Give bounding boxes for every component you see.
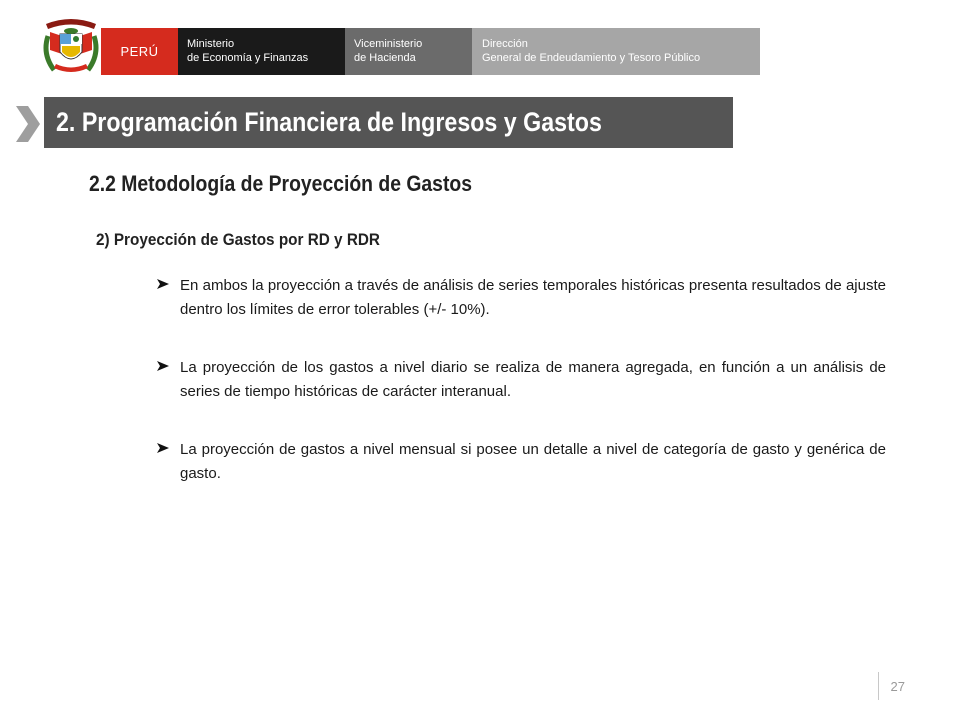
bullet-text: La proyección de los gastos a nivel diario se realiza de manera agregada, en función a un análisis de series de tiempo históricas de carácter interanual.	[180, 359, 886, 400]
header-ministry-line1: Ministerio	[187, 38, 235, 50]
header-direction-line1: Dirección	[482, 38, 528, 50]
peru-coat-of-arms-logo	[40, 14, 102, 78]
section-title-band	[44, 97, 733, 148]
header-direction	[472, 28, 760, 75]
bullet-item	[154, 274, 886, 322]
subsection-title: 2.2 Metodología de Proyección de Gastos	[89, 171, 473, 196]
arrow-bullet-icon	[156, 278, 170, 290]
bullet-list	[154, 274, 886, 520]
bullet-text: La proyección de gastos a nivel mensual si posee un detalle a nivel de categoría de gasto y genérica de gasto.	[180, 441, 886, 482]
bullet-item	[154, 438, 886, 486]
header-peru-label	[101, 28, 178, 75]
header-ministry-line2: de Economía y Finanzas	[187, 52, 309, 64]
arrow-bullet-icon	[156, 360, 170, 372]
chevron-right-icon	[12, 104, 42, 144]
subsection-subtitle: 2) Proyección de Gastos por RD y RDR	[96, 230, 380, 249]
page-number-text: 27	[890, 678, 905, 694]
bullet-item	[154, 356, 886, 404]
arrow-bullet-icon	[156, 442, 170, 454]
header-vice-ministry-line1: Viceministerio	[354, 38, 423, 50]
header-peru-text: PERÚ	[120, 44, 159, 59]
page-number	[878, 672, 905, 700]
section-title: 2. Programación Financiera de Ingresos y Gastos	[56, 107, 602, 137]
header-vice-ministry	[345, 28, 472, 75]
bullet-text: En ambos la proyección a través de análisis de series temporales históricas presenta resultados de ajuste dentro los límites de error tolerables (+/- 10%).	[180, 277, 886, 318]
header-vice-ministry-line2: de Hacienda	[354, 52, 416, 64]
header-ministry	[178, 28, 345, 75]
header-direction-line2: General de Endeudamiento y Tesoro Público	[482, 52, 701, 64]
